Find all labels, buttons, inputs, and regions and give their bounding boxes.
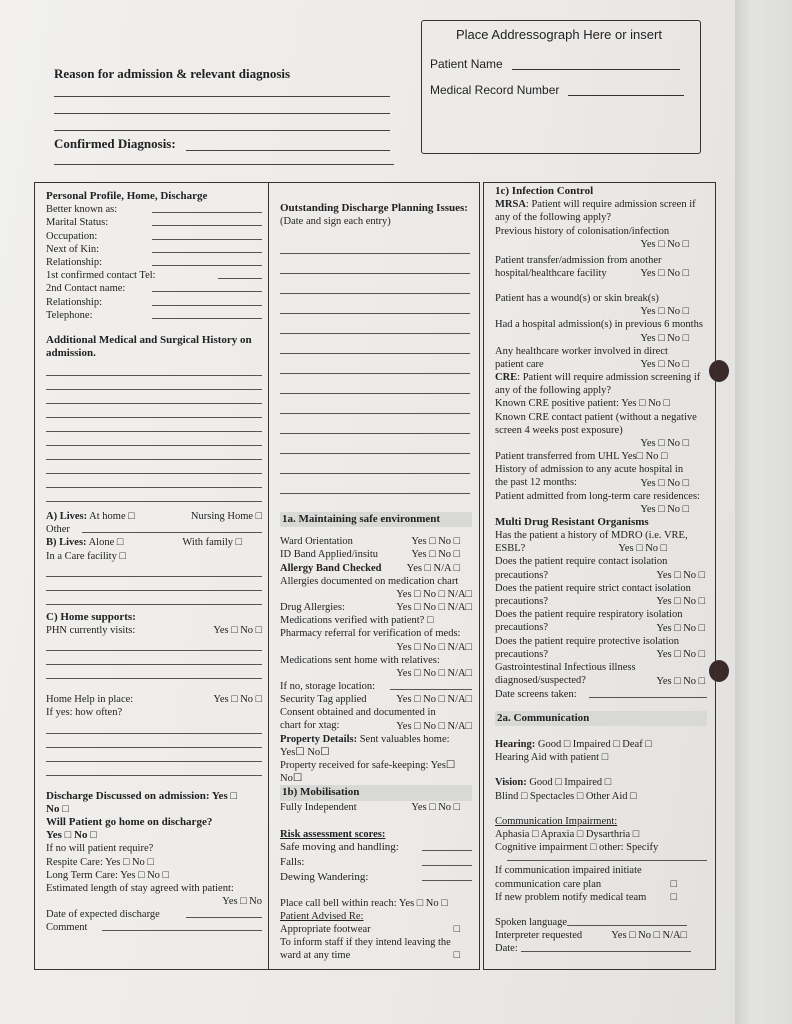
- acute-label: History of admission to any acute hospital in the past 12 months:: [495, 464, 684, 489]
- gi-label: Gastrointestinal Infectious illness diagnosed/suspected?: [495, 662, 636, 687]
- cognitive-row[interactable]: Cognitive impairment □ other: Specify: [495, 842, 659, 854]
- col1-content: [46, 190, 262, 502]
- cre-text: CRE: Patient will require admission screening if any of the following apply?: [495, 372, 701, 397]
- patient-name-field[interactable]: [512, 69, 680, 70]
- footwear-row: Appropriate footwear □: [280, 924, 460, 936]
- consent-options: Yes □ No □ N/A□: [396, 720, 472, 732]
- phn-lines[interactable]: [46, 637, 262, 679]
- col1-lives: [46, 510, 262, 935]
- field-input[interactable]: [152, 243, 262, 253]
- strict-iso-label: Does the patient require strict contact isolation precautions?: [495, 582, 691, 608]
- personal-profile-title: Personal Profile, Home, Discharge: [46, 190, 208, 202]
- comment-input[interactable]: [102, 921, 262, 931]
- field-input[interactable]: [218, 269, 262, 279]
- field-relationship-1: Relationship:: [46, 256, 262, 269]
- transfer-options: Yes □ No □: [640, 268, 689, 280]
- screens-taken-input[interactable]: [589, 688, 707, 698]
- go-home-yes-no[interactable]: Yes □ No □: [46, 829, 97, 842]
- pharmacy-ref-options: Yes □ No □ N/A□: [396, 641, 472, 653]
- field-better-known: Better known as:: [46, 203, 262, 216]
- field-input[interactable]: [152, 203, 262, 213]
- lives-lines[interactable]: [46, 563, 262, 605]
- col3-content: [495, 185, 707, 956]
- date-row: Date:: [495, 942, 707, 955]
- blind-row[interactable]: Blind □ Spectacles □ Other Aid □: [495, 790, 637, 802]
- property-received-no[interactable]: No☐: [280, 773, 303, 785]
- comm-plan-row: If communication impaired initiate communication care plan: [495, 865, 642, 890]
- reason-label: Reason for admission & relevant diagnosis: [54, 66, 291, 81]
- field-input[interactable]: [152, 309, 262, 319]
- prev-history-options: Yes □ No □: [640, 238, 689, 250]
- confirmed-label: Confirmed Diagnosis:: [54, 136, 176, 151]
- field-second-contact: 2nd Contact name:: [46, 282, 262, 295]
- mrsa-text: MRSA: Patient will require admission screen if any of the following apply?: [495, 199, 696, 224]
- meds-home-options: Yes □ No □ N/A□: [396, 667, 472, 679]
- hospital-admission-label: Had a hospital admission(s) in previous 6 months: [495, 319, 703, 331]
- aphasia-row[interactable]: Aphasia □ Apraxia □ Dysarthria □: [495, 828, 640, 840]
- discharge-discussed-no[interactable]: No □: [46, 802, 69, 815]
- mdro-title: Multi Drug Resistant Organisms: [495, 515, 649, 528]
- discharge-issues-title: Outstanding Discharge Planning Issues:: [280, 202, 468, 214]
- lives-other-row: Other: [46, 523, 262, 536]
- property-received-row[interactable]: Property received for safe-keeping: Yes☐: [280, 760, 456, 772]
- prev-history-label: Previous history of colonisation/infection: [495, 225, 670, 237]
- vision-row: Vision: Good □ Impaired □: [495, 777, 612, 789]
- spoken-language-row: Spoken language: [495, 916, 707, 929]
- mrn-field[interactable]: [568, 95, 684, 96]
- safe-moving-input[interactable]: [422, 841, 472, 851]
- hearing-aid-row[interactable]: Hearing Aid with patient □: [495, 752, 609, 764]
- uhl-row[interactable]: Patient transferred from UHL Yes□ No □: [495, 451, 668, 463]
- pharmacy-ref-row: Pharmacy referral for verification of meds:: [280, 628, 461, 640]
- comment-row: Comment: [46, 921, 262, 934]
- lives-a-row: A) Lives: At home □ Nursing Home □: [46, 511, 262, 522]
- field-input[interactable]: [152, 282, 262, 292]
- phn-row: PHN currently visits: Yes □ No □: [46, 625, 262, 637]
- risk-title: Risk assessment scores:: [280, 828, 386, 840]
- lives-care-row[interactable]: In a Care facility □: [46, 550, 126, 562]
- other-input[interactable]: [82, 523, 262, 533]
- confirmed-line-2[interactable]: [54, 164, 394, 165]
- go-home-question: Will Patient go home on discharge?: [46, 816, 213, 829]
- inform-staff-row: To inform staff if they intend leaving the ward at any time □: [280, 937, 460, 962]
- addressograph-title: Place Addressograph Here or insert: [456, 27, 662, 42]
- if-no-label: If no will patient require?: [46, 843, 154, 855]
- history-lines[interactable]: [46, 362, 262, 502]
- new-problem-row: If new problem notify medical team □: [495, 891, 677, 903]
- reason-line-1[interactable]: [54, 96, 390, 97]
- communication-title: 2a. Communication: [495, 711, 707, 726]
- wound-options: Yes □ No □: [640, 306, 689, 318]
- contact-iso-options: Yes □ No □: [656, 569, 705, 581]
- home-supports-title: C) Home supports:: [46, 610, 136, 623]
- reason-line-2[interactable]: [54, 113, 390, 114]
- cre-contact-label: Known CRE contact patient (without a negative screen 4 weeks post exposure): [495, 411, 697, 436]
- contact-iso-label: Does the patient require contact isolation precautions?: [495, 556, 668, 581]
- expected-date-input[interactable]: [186, 908, 262, 918]
- field-contact-tel: 1st confirmed contact Tel:: [46, 269, 262, 282]
- next-page-edge: [735, 0, 792, 1024]
- fully-independent-row: Fully Independent Yes □ No □: [280, 801, 460, 813]
- history-title: Additional Medical and Surgical History on admission.: [46, 334, 252, 360]
- field-input[interactable]: [152, 216, 262, 226]
- resp-iso-options: Yes □ No □: [656, 622, 705, 634]
- est-length-row: Yes □ No: [222, 896, 262, 908]
- home-help-row: Home Help in place: Yes □ No □: [46, 694, 262, 706]
- interpreter-row: Interpreter requested Yes □ No □ N/A□: [495, 930, 687, 942]
- storage-input[interactable]: [390, 680, 472, 690]
- allergies-doc-options: Yes □ No □ N/A□: [396, 589, 472, 601]
- col-divider: [268, 183, 269, 969]
- field-next-of-kin: Next of Kin:: [46, 243, 262, 256]
- ltc-options: Yes □ No □: [640, 503, 689, 515]
- est-length-label: Estimated length of stay agreed with patient:: [46, 883, 234, 895]
- dewing-input[interactable]: [422, 871, 472, 881]
- field-input[interactable]: [152, 296, 262, 306]
- falls-input[interactable]: [422, 856, 472, 866]
- col2-safe-env: [280, 512, 472, 963]
- addressograph-box: [421, 20, 701, 154]
- mobilisation-title: 1b) Mobilisation: [280, 785, 472, 800]
- field-input[interactable]: [152, 230, 262, 240]
- security-tag-row: Security Tag applied Yes □ No □ N/A□: [280, 694, 472, 706]
- allergy-band-row: Allergy Band Checked Yes □ N/A □: [280, 562, 460, 574]
- safe-env-title: 1a. Maintaining safe environment: [280, 512, 472, 527]
- mrn-label: Medical Record Number: [430, 83, 560, 97]
- discharge-issues-lines[interactable]: [280, 234, 470, 514]
- field-occupation: Occupation:: [46, 230, 262, 243]
- field-marital: Marital Status:: [46, 216, 262, 229]
- dewing-row: Dewing Wandering:: [280, 871, 472, 884]
- hcw-label: Any healthcare worker involved in direct patient care: [495, 345, 668, 370]
- how-often-label: If yes: how often?: [46, 707, 123, 719]
- respite-row[interactable]: Respite Care: Yes □ No □: [46, 856, 154, 868]
- safe-moving-row: Safe moving and handling:: [280, 841, 472, 854]
- field-input[interactable]: [152, 256, 262, 266]
- expected-date-row: Date of expected discharge: [46, 908, 262, 921]
- hearing-row: Hearing: Good □ Impaired □ Deaf □: [495, 738, 652, 750]
- hospital-admission-options: Yes □ No □: [640, 332, 689, 344]
- gi-options: Yes □ No □: [656, 675, 705, 687]
- spoken-language-input[interactable]: [567, 916, 687, 926]
- col2-content: [280, 202, 470, 514]
- comm-plan-box: □: [670, 878, 677, 890]
- property-sent-options[interactable]: Yes☐ No☐: [280, 746, 330, 758]
- hcw-options: Yes □ No □: [640, 359, 689, 371]
- meds-verified-row[interactable]: Medications verified with patient? □: [280, 615, 434, 627]
- protective-iso-options: Yes □ No □: [656, 649, 705, 661]
- meds-home-row: Medications sent home with relatives:: [280, 654, 440, 666]
- storage-row: If no, storage location:: [280, 680, 472, 693]
- field-relationship-2: Relationship:: [46, 296, 262, 309]
- how-often-lines[interactable]: [46, 720, 262, 776]
- property-row: Property Details: Sent valuables home:: [280, 733, 450, 745]
- id-band-row: ID Band Applied/insitu Yes □ No □: [280, 549, 460, 561]
- call-bell-row: Place call bell within reach: Yes □ No □: [280, 897, 448, 909]
- infection-control-title: 1c) Infection Control: [495, 185, 594, 197]
- resp-iso-label: Does the patient require respiratory isolation precautions?: [495, 609, 683, 634]
- falls-row: Falls:: [280, 856, 472, 869]
- protective-iso-label: Does the patient require protective isolation precautions?: [495, 635, 679, 660]
- cre-positive-row: Known CRE positive patient: Yes □ No □: [495, 398, 670, 410]
- mdro-options: Yes □ No □: [618, 543, 667, 555]
- specify-line: [495, 854, 707, 862]
- screens-taken-row: Date screens taken:: [495, 688, 707, 701]
- allergies-doc-row: Allergies documented on medication chart: [280, 575, 459, 587]
- advised-title: Patient Advised Re:: [280, 910, 364, 922]
- wound-label: Patient has a wound(s) or skin break(s): [495, 293, 659, 305]
- lives-b-row: B) Lives: Alone □ With family □: [46, 537, 242, 549]
- acute-options: Yes □ No □: [640, 477, 689, 489]
- consent-row: Consent obtained and documented in chart for xtag:: [280, 707, 436, 732]
- drug-allergies-row: Drug Allergies: Yes □ No □ N/A□: [280, 602, 472, 614]
- specify-input[interactable]: [507, 854, 707, 861]
- transfer-label: Patient transfer/admission from another hospital/healthcare facility: [495, 254, 662, 280]
- ltc-label: Patient admitted from long-term care residences:: [495, 490, 700, 502]
- reason-line-3[interactable]: [54, 130, 390, 131]
- patient-name-label: Patient Name: [430, 57, 503, 71]
- long-term-row[interactable]: Long Term Care: Yes □ No □: [46, 869, 169, 881]
- comm-impairment-title: Communication Impairment:: [495, 815, 618, 827]
- cre-contact-options: Yes □ No □: [640, 438, 689, 450]
- discharge-issues-subtitle: (Date and sign each entry): [280, 216, 391, 228]
- mdro-question: Has the patient a history of MDRO (i.e. VRE, ESBL?: [495, 530, 688, 555]
- discharge-discussed[interactable]: Discharge Discussed on admission: Yes □: [46, 789, 238, 802]
- confirmed-line-1[interactable]: [186, 150, 390, 151]
- date-input[interactable]: [521, 942, 691, 952]
- field-telephone: Telephone:: [46, 309, 262, 322]
- ward-orientation-row: Ward Orientation Yes □ No □: [280, 536, 460, 548]
- strict-iso-options: Yes □ No □: [656, 596, 705, 608]
